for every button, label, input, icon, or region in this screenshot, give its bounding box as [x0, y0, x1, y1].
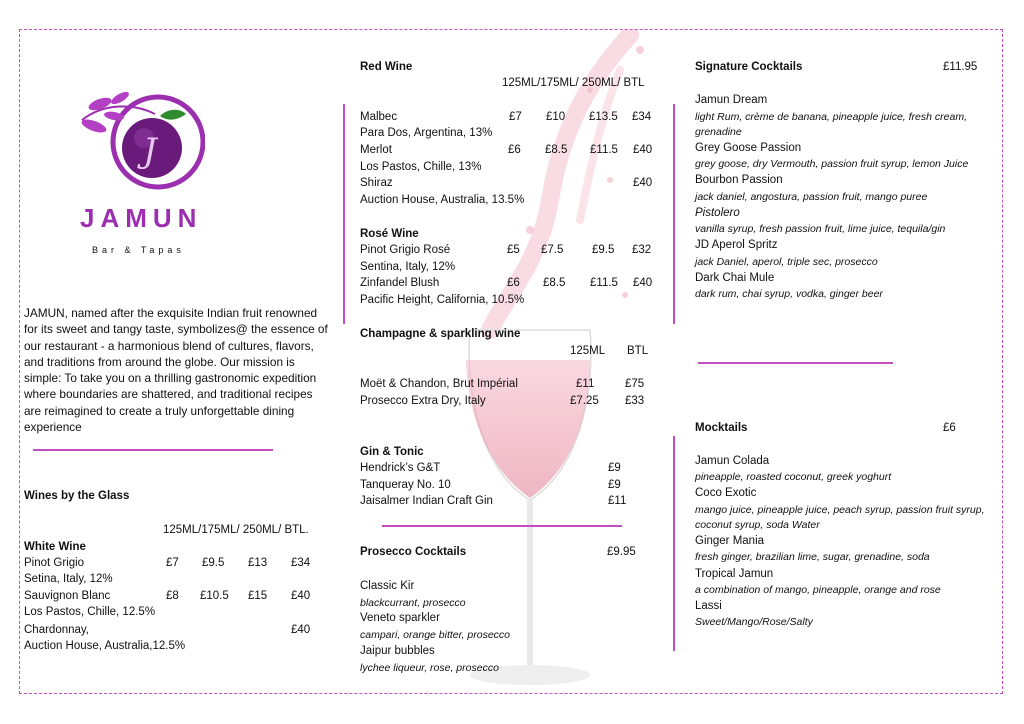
champagne-col-125: 125ML — [570, 345, 606, 357]
red-wine-title: Red Wine — [360, 61, 413, 73]
item-origin: Auction House, Australia, 13.5% — [360, 194, 525, 206]
red-wine-sizes: 125ML/175ML/ 250ML/ BTL — [502, 77, 645, 89]
item-name: Shiraz — [360, 177, 393, 189]
price-btl: £40 — [633, 177, 653, 189]
item-desc: pineapple, roasted coconut, greek yoghurt — [695, 471, 892, 483]
divider-vertical-2 — [673, 104, 675, 324]
price-125: £7 — [509, 111, 522, 123]
brand-tagline: Bar & Tapas — [92, 245, 185, 255]
item-name: Moët & Chandon, Brut Impérial — [360, 378, 518, 390]
item-origin: Setina, Italy, 12% — [24, 573, 113, 585]
item-desc: grey goose, dry Vermouth, passion fruit syrup, lemon Juice — [695, 158, 969, 170]
item-desc: vanilla syrup, fresh passion fruit, lime juice, tequila/gin — [695, 223, 946, 235]
price-125: £7 — [166, 557, 179, 569]
price-btl: £75 — [625, 378, 645, 390]
about-text: JAMUN, named after the exquisite Indian fruit renowned for its sweet and tangy taste, symbolizes@ the essence of our restaurant - a harmonious blend of cultures, flavors, and traditions from around the globe. Our mission is simple: To take you on a thrilling gastronomic expedition where boundaries are shattered, and traditional recipes are reimagined to create a truly unforgettable dining experience — [24, 306, 328, 435]
price-btl: £40 — [291, 590, 311, 602]
item-name: Hendrick’s G&T — [360, 462, 441, 474]
mocktails-price: £6 — [943, 422, 956, 434]
item-name: Sauvignon Blanc — [24, 590, 111, 602]
gin-tonic-title: Gin & Tonic — [360, 446, 424, 458]
item-name: Coco Exotic — [695, 487, 757, 499]
item-name: Jaipur bubbles — [360, 645, 435, 657]
price-btl: £32 — [632, 244, 652, 256]
item-name: JD Aperol Spritz — [695, 239, 778, 251]
price-btl: £40 — [633, 144, 653, 156]
price-175: £8.5 — [543, 277, 566, 289]
price-175: £9.5 — [202, 557, 225, 569]
divider-gin — [382, 525, 622, 527]
price-250: £13.5 — [589, 111, 618, 123]
item-desc: a combination of mango, pineapple, orange and rose — [695, 584, 941, 596]
item-name: Tropical Jamun — [695, 568, 774, 580]
item-desc: dark rum, chai syrup, vodka, ginger beer — [695, 288, 883, 300]
item-name: Classic Kir — [360, 580, 415, 592]
item-name: Jaisalmer Indian Craft Gin — [360, 495, 493, 507]
prosecco-cocktails-price: £9.95 — [607, 546, 636, 558]
item-name: Pinot Grigio Rosé — [360, 244, 451, 256]
item-name: Pinot Grigio — [24, 557, 85, 569]
wines-by-glass-sizes: 125ML/175ML/ 250ML/ BTL. — [163, 524, 309, 536]
item-name: Jamun Dream — [695, 94, 768, 106]
price-125: £5 — [507, 244, 520, 256]
price-btl: £40 — [633, 277, 653, 289]
price-250: £15 — [248, 590, 268, 602]
wines-by-glass-title: Wines by the Glass — [24, 490, 130, 502]
item-name: Merlot — [360, 144, 392, 156]
price-250: £11.5 — [590, 144, 618, 156]
item-price: £11 — [608, 495, 627, 507]
item-name: Prosecco Extra Dry, Italy — [360, 395, 486, 407]
price-125: £6 — [507, 277, 520, 289]
price-250: £9.5 — [592, 244, 615, 256]
item-name: Grey Goose Passion — [695, 142, 802, 154]
item-origin: Pacific Height, California, 10.5% — [360, 294, 525, 306]
item-price: £9 — [608, 462, 621, 474]
item-name: Bourbon Passion — [695, 174, 783, 186]
price-125: £6 — [508, 144, 521, 156]
item-name: Chardonnay, — [24, 624, 89, 636]
divider-vertical-1 — [343, 104, 345, 324]
item-name: Jamun Colada — [695, 455, 770, 467]
item-desc: fresh ginger, brazilian lime, sugar, grenadine, soda — [695, 551, 930, 563]
item-desc: campari, orange bitter, prosecco — [360, 629, 510, 641]
divider-signature — [698, 362, 893, 364]
champagne-title: Champagne & sparkling wine — [360, 328, 521, 340]
item-name: Pistolero — [695, 207, 740, 219]
brand-name: JAMUN — [80, 203, 203, 233]
rose-wine-title: Rosé Wine — [360, 228, 419, 240]
item-price: £9 — [608, 479, 621, 491]
item-name: Ginger Mania — [695, 535, 765, 547]
item-origin: Auction House, Australia,12.5% — [24, 640, 186, 652]
jamun-logo-icon — [80, 90, 205, 200]
price-250: £13 — [248, 557, 268, 569]
item-desc: jack daniel, angostura, passion fruit, mango puree — [695, 191, 928, 203]
price-175: £10 — [546, 111, 566, 123]
mocktails-title: Mocktails — [695, 422, 748, 434]
item-desc: blackcurrant, prosecco — [360, 597, 466, 609]
price-btl: £33 — [625, 395, 645, 407]
divider-vertical-3 — [673, 436, 675, 651]
signature-cocktails-title: Signature Cocktails — [695, 61, 803, 73]
white-wine-title: White Wine — [24, 541, 86, 553]
price-btl: £40 — [291, 624, 311, 636]
item-name: Malbec — [360, 111, 398, 123]
champagne-col-btl: BTL — [627, 345, 649, 357]
price-btl: £34 — [291, 557, 311, 569]
item-origin: Sentina, Italy, 12% — [360, 261, 456, 273]
divider-about — [33, 449, 273, 451]
item-name: Tanqueray No. 10 — [360, 479, 451, 491]
item-desc: Sweet/Mango/Rose/Salty — [695, 616, 813, 628]
item-name: Veneto sparkler — [360, 612, 440, 624]
prosecco-cocktails-title: Prosecco Cocktails — [360, 546, 467, 558]
price-250: £11.5 — [590, 277, 618, 289]
price-175: £7.5 — [541, 244, 564, 256]
item-name: Lassi — [695, 600, 722, 612]
item-name: Zinfandel Blush — [360, 277, 440, 289]
item-origin: Los Pastos, Chille, 12.5% — [24, 606, 156, 618]
item-desc: jack Daniel, aperol, triple sec, prosecco — [695, 256, 878, 268]
item-desc: light Rum, crème de banana, pineapple juice, fresh cream, grenadine — [695, 111, 967, 138]
item-name: Dark Chai Mule — [695, 272, 775, 284]
price-125: £11 — [576, 378, 595, 390]
price-btl: £34 — [632, 111, 652, 123]
price-175: £10.5 — [200, 590, 229, 602]
signature-cocktails-price: £11.95 — [943, 61, 978, 73]
item-desc: mango juice, pineapple juice, peach syrup, passion fruit syrup, coconut syrup, soda Water — [695, 504, 985, 531]
item-desc: lychee liqueur, rose, prosecco — [360, 662, 499, 674]
price-125: £8 — [166, 590, 179, 602]
price-175: £8.5 — [545, 144, 568, 156]
price-125: £7.25 — [570, 395, 599, 407]
item-origin: Los Pastos, Chille, 13% — [360, 161, 482, 173]
svg-text:J: J — [143, 131, 157, 171]
item-origin: Para Dos, Argentina, 13% — [360, 127, 493, 139]
